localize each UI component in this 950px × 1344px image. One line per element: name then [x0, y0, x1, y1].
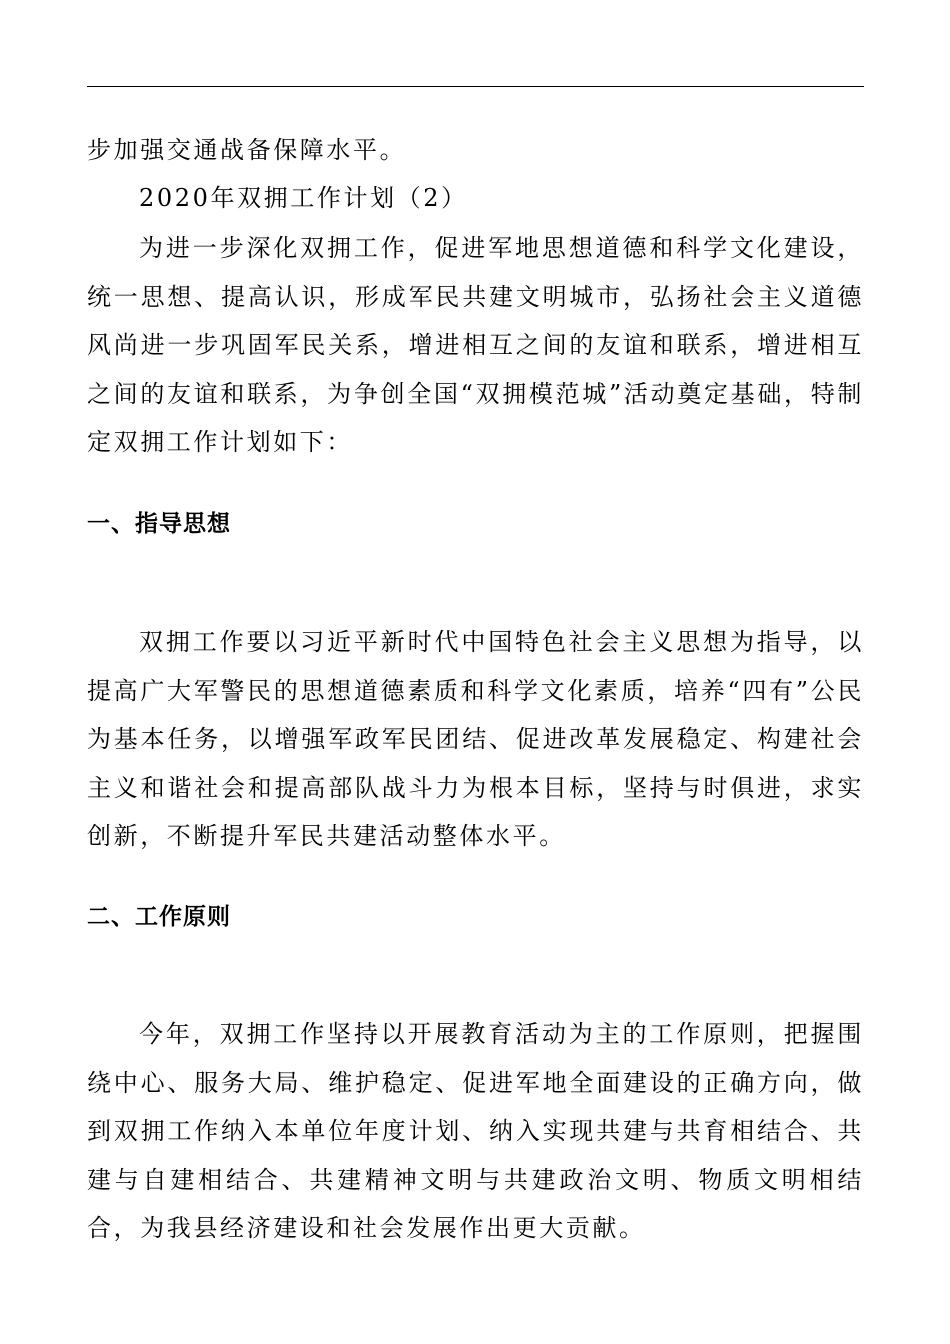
- document-subtitle: 2020年双拥工作计划（2）: [139, 184, 468, 212]
- intro-paragraph: 为进一步深化双拥工作，促进军地思想道德和科学文化建设，统一思想、提高认识，形成军民共建文明城市，弘扬社会主义道德风尚进一步巩固军民关系，增进相互之间的友谊和联系，增进相互之间的友谊和联系，为争创全国“双拥模范城”活动奠定基础，特制定双拥工作计划如下：: [87, 234, 864, 456]
- section-heading-work-principles: 二、工作原则: [87, 904, 231, 930]
- section-body-work-principles: 今年，双拥工作坚持以开展教育活动为主的工作原则，把握围绕中心、服务大局、维护稳定、促进军地全面建设的正确方向，做到双拥工作纳入本单位年度计划、纳入实现共建与共育相结合、共建与自建相结合、共建精神文明与共建政治文明、物质文明相结合，为我县经济建设和社会发展作出更大贡献。: [87, 1020, 864, 1242]
- header-rule: [87, 86, 864, 87]
- section-heading-guiding-ideology: 一、指导思想: [87, 511, 231, 537]
- section-body-guiding-ideology: 双拥工作要以习近平新时代中国特色社会主义思想为指导，以提高广大军警民的思想道德素质和科学文化素质，培养“四有”公民为基本任务，以增强军政军民团结、促进改革发展稳定、构建社会主义和谐社会和提高部队战斗力为根本目标，坚持与时俱进，求实创新，不断提升军民共建活动整体水平。: [87, 628, 864, 850]
- continuation-text: 步加强交通战备保障水平。: [87, 136, 407, 164]
